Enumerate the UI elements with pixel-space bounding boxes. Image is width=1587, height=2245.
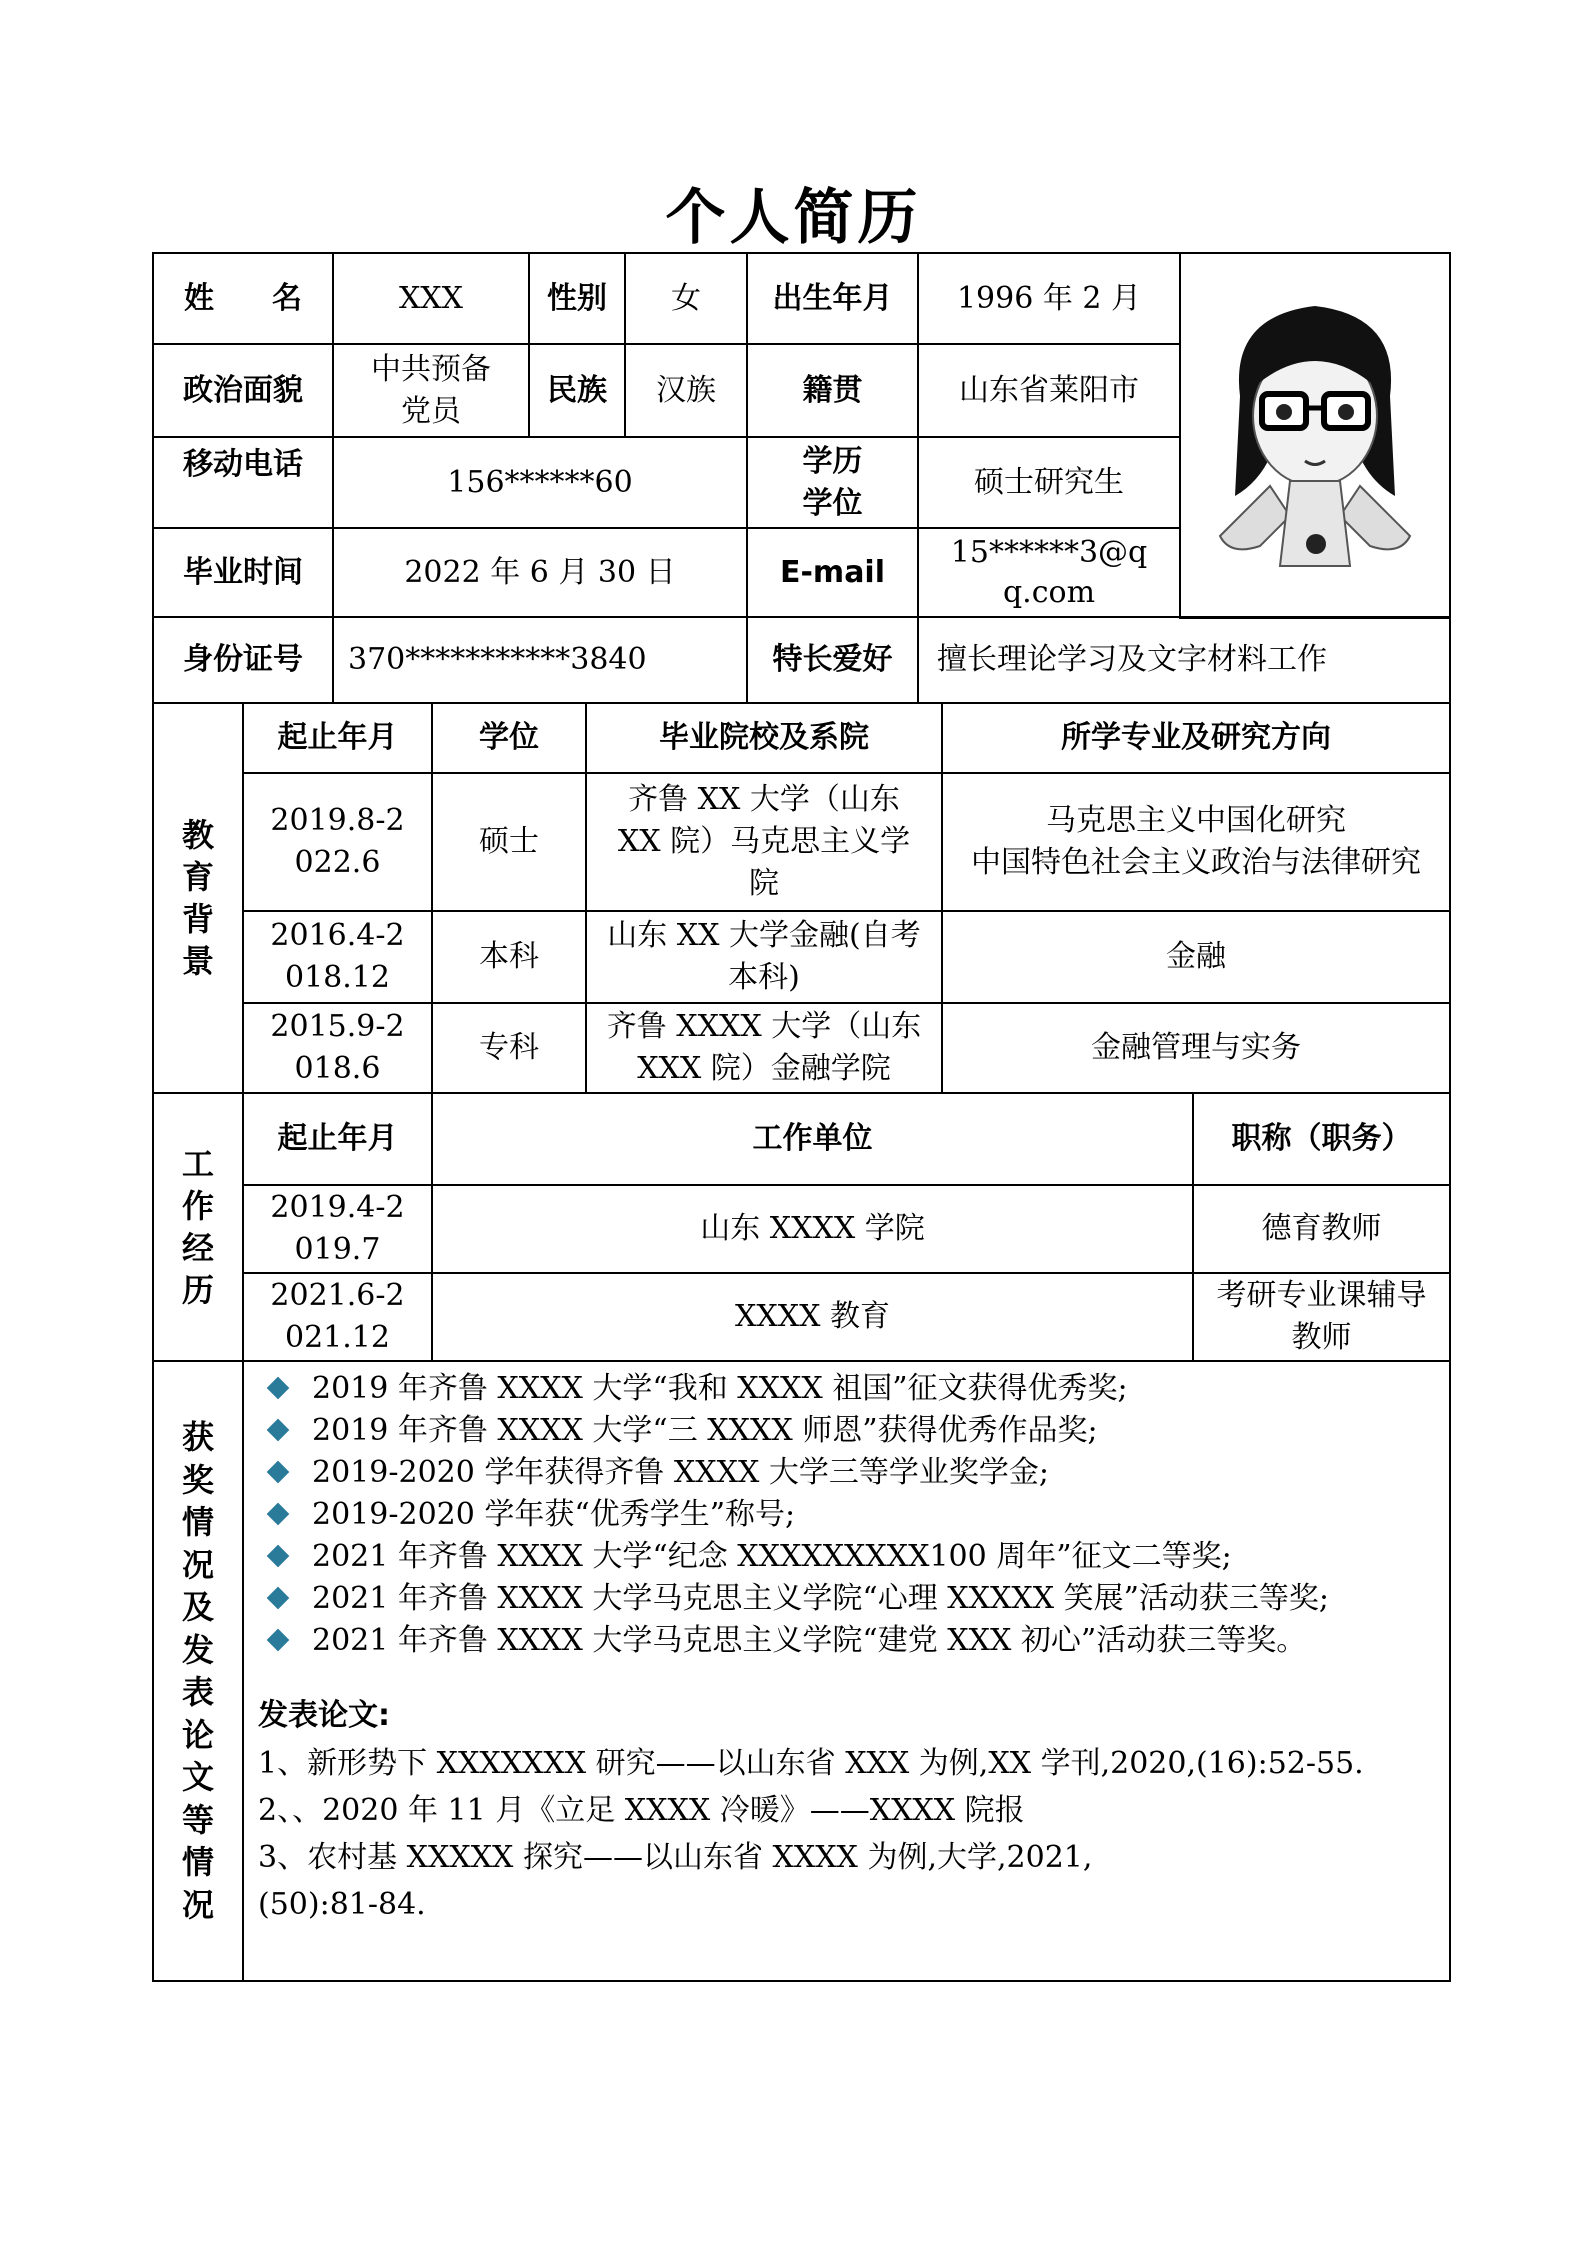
hobby-value: 擅长理论学习及文字材料工作: [917, 616, 1451, 704]
awards-section-label: 获 奖 情 况 及 发 表 论 文 等 情 况: [152, 1360, 244, 1982]
grad-label: 毕业时间: [152, 527, 334, 618]
edu-row-degree: 专科: [431, 1002, 587, 1094]
work-row-unit: XXXX 教育: [431, 1272, 1194, 1362]
phone-label: 移动电话: [152, 436, 334, 529]
work-row-unit: 山东 XXXX 学院: [431, 1184, 1194, 1274]
ethnic-value: 汉族: [624, 343, 748, 438]
work-header-title: 职称（职务）: [1192, 1092, 1451, 1186]
diamond-bullet-icon: [267, 1629, 290, 1652]
publications-heading: 发表论文:: [258, 1698, 390, 1733]
edu-row-period: 2016.4-2018.12: [242, 910, 433, 1004]
list-item: 2019-2020 学年获“优秀学生”称号;: [258, 1494, 1435, 1536]
origin-value: 山东省莱阳市: [917, 343, 1181, 438]
publication-item: 2、、2020 年 11 月《立足 XXXX 冷暖》——XXXX 院报: [258, 1793, 1025, 1828]
political-label: 政治面貌: [152, 343, 334, 438]
publication-item: (50):81-84.: [258, 1887, 426, 1922]
work-row-period: 2019.4-2019.7: [242, 1184, 433, 1274]
list-item: 2021 年齐鲁 XXXX 大学马克思主义学院“心理 XXXXX 笑展”活动获三等奖;: [258, 1578, 1435, 1620]
gender-value: 女: [624, 252, 748, 345]
diamond-bullet-icon: [267, 1461, 290, 1484]
id-label: 身份证号: [152, 616, 334, 704]
name-label: 姓 名: [152, 252, 334, 345]
political-value: 中共预备党员: [332, 343, 530, 438]
work-section-label: 工 作 经 历: [152, 1092, 244, 1362]
work-header-unit: 工作单位: [431, 1092, 1194, 1186]
list-item: 2019 年齐鲁 XXXX 大学“我和 XXXX 祖国”征文获得优秀奖;: [258, 1368, 1435, 1410]
edu-row-degree: 硕士: [431, 772, 587, 912]
diamond-bullet-icon: [267, 1545, 290, 1568]
edu-header-period: 起止年月: [242, 702, 433, 774]
edu-row-major: 金融管理与实务: [941, 1002, 1451, 1094]
edu-row-period: 2015.9-2018.6: [242, 1002, 433, 1094]
edu-header-major: 所学专业及研究方向: [941, 702, 1451, 774]
degree-label: 学历学位: [746, 436, 919, 529]
work-row-period: 2021.6-2021.12: [242, 1272, 433, 1362]
name-value: XXX: [332, 252, 530, 345]
hobby-label: 特长爱好: [746, 616, 919, 704]
work-row-title: 德育教师: [1192, 1184, 1451, 1274]
work-header-period: 起止年月: [242, 1092, 433, 1186]
birth-value: 1996 年 2 月: [917, 252, 1181, 345]
work-row-title: 考研专业课辅导教师: [1192, 1272, 1451, 1362]
diamond-bullet-icon: [267, 1587, 290, 1610]
awards-content: [242, 1360, 1451, 1982]
gender-label: 性别: [528, 252, 626, 345]
edu-row-major: 金融: [941, 910, 1451, 1004]
diamond-bullet-icon: [267, 1377, 290, 1400]
edu-row-period: 2019.8-2022.6: [242, 772, 433, 912]
publication-item: 1、新形势下 XXXXXXX 研究——以山东省 XXX 为例,XX 学刊,2020,(16):52-55.: [258, 1746, 1364, 1781]
diamond-bullet-icon: [267, 1419, 290, 1442]
list-item: 2021 年齐鲁 XXXX 大学马克思主义学院“建党 XXX 初心”活动获三等奖。: [258, 1620, 1435, 1662]
edu-row-school: 山东 XX 大学金融(自考本科): [585, 910, 943, 1004]
edu-row-school: 齐鲁 XXXX 大学（山东 XXX 院）金融学院: [585, 1002, 943, 1094]
edu-row-degree: 本科: [431, 910, 587, 1004]
list-item: 2019-2020 学年获得齐鲁 XXXX 大学三等学业奖学金;: [258, 1452, 1435, 1494]
phone-value: 156******60: [332, 436, 748, 529]
cartoon-girl-avatar-icon: [1200, 276, 1430, 596]
diamond-bullet-icon: [267, 1503, 290, 1526]
page-title: 个人简历: [665, 183, 922, 253]
edu-row-major: 马克思主义中国化研究 中国特色社会主义政治与法律研究: [941, 772, 1451, 912]
edu-header-school: 毕业院校及系院: [585, 702, 943, 774]
edu-row-school: 齐鲁 XX 大学（山东 XX 院）马克思主义学院: [585, 772, 943, 912]
publication-item: 3、农村基 XXXXX 探究——以山东省 XXXX 为例,大学,2021,: [258, 1840, 1093, 1875]
birth-label: 出生年月: [746, 252, 919, 345]
email-label: E-mail: [746, 527, 919, 618]
ethnic-label: 民族: [528, 343, 626, 438]
list-item: 2019 年齐鲁 XXXX 大学“三 XXXX 师恩”获得优秀作品奖;: [258, 1410, 1435, 1452]
list-item: 2021 年齐鲁 XXXX 大学“纪念 XXXXXXXXX100 周年”征文二等奖;: [258, 1536, 1435, 1578]
edu-header-degree: 学位: [431, 702, 587, 774]
degree-value: 硕士研究生: [917, 436, 1181, 529]
origin-label: 籍贯: [746, 343, 919, 438]
photo: [1179, 252, 1451, 619]
id-value: 370***********3840: [332, 616, 748, 704]
grad-value: 2022 年 6 月 30 日: [332, 527, 748, 618]
email-value: 15******3@qq.com: [917, 527, 1181, 618]
education-section-label: 教 育 背 景: [152, 702, 244, 1094]
